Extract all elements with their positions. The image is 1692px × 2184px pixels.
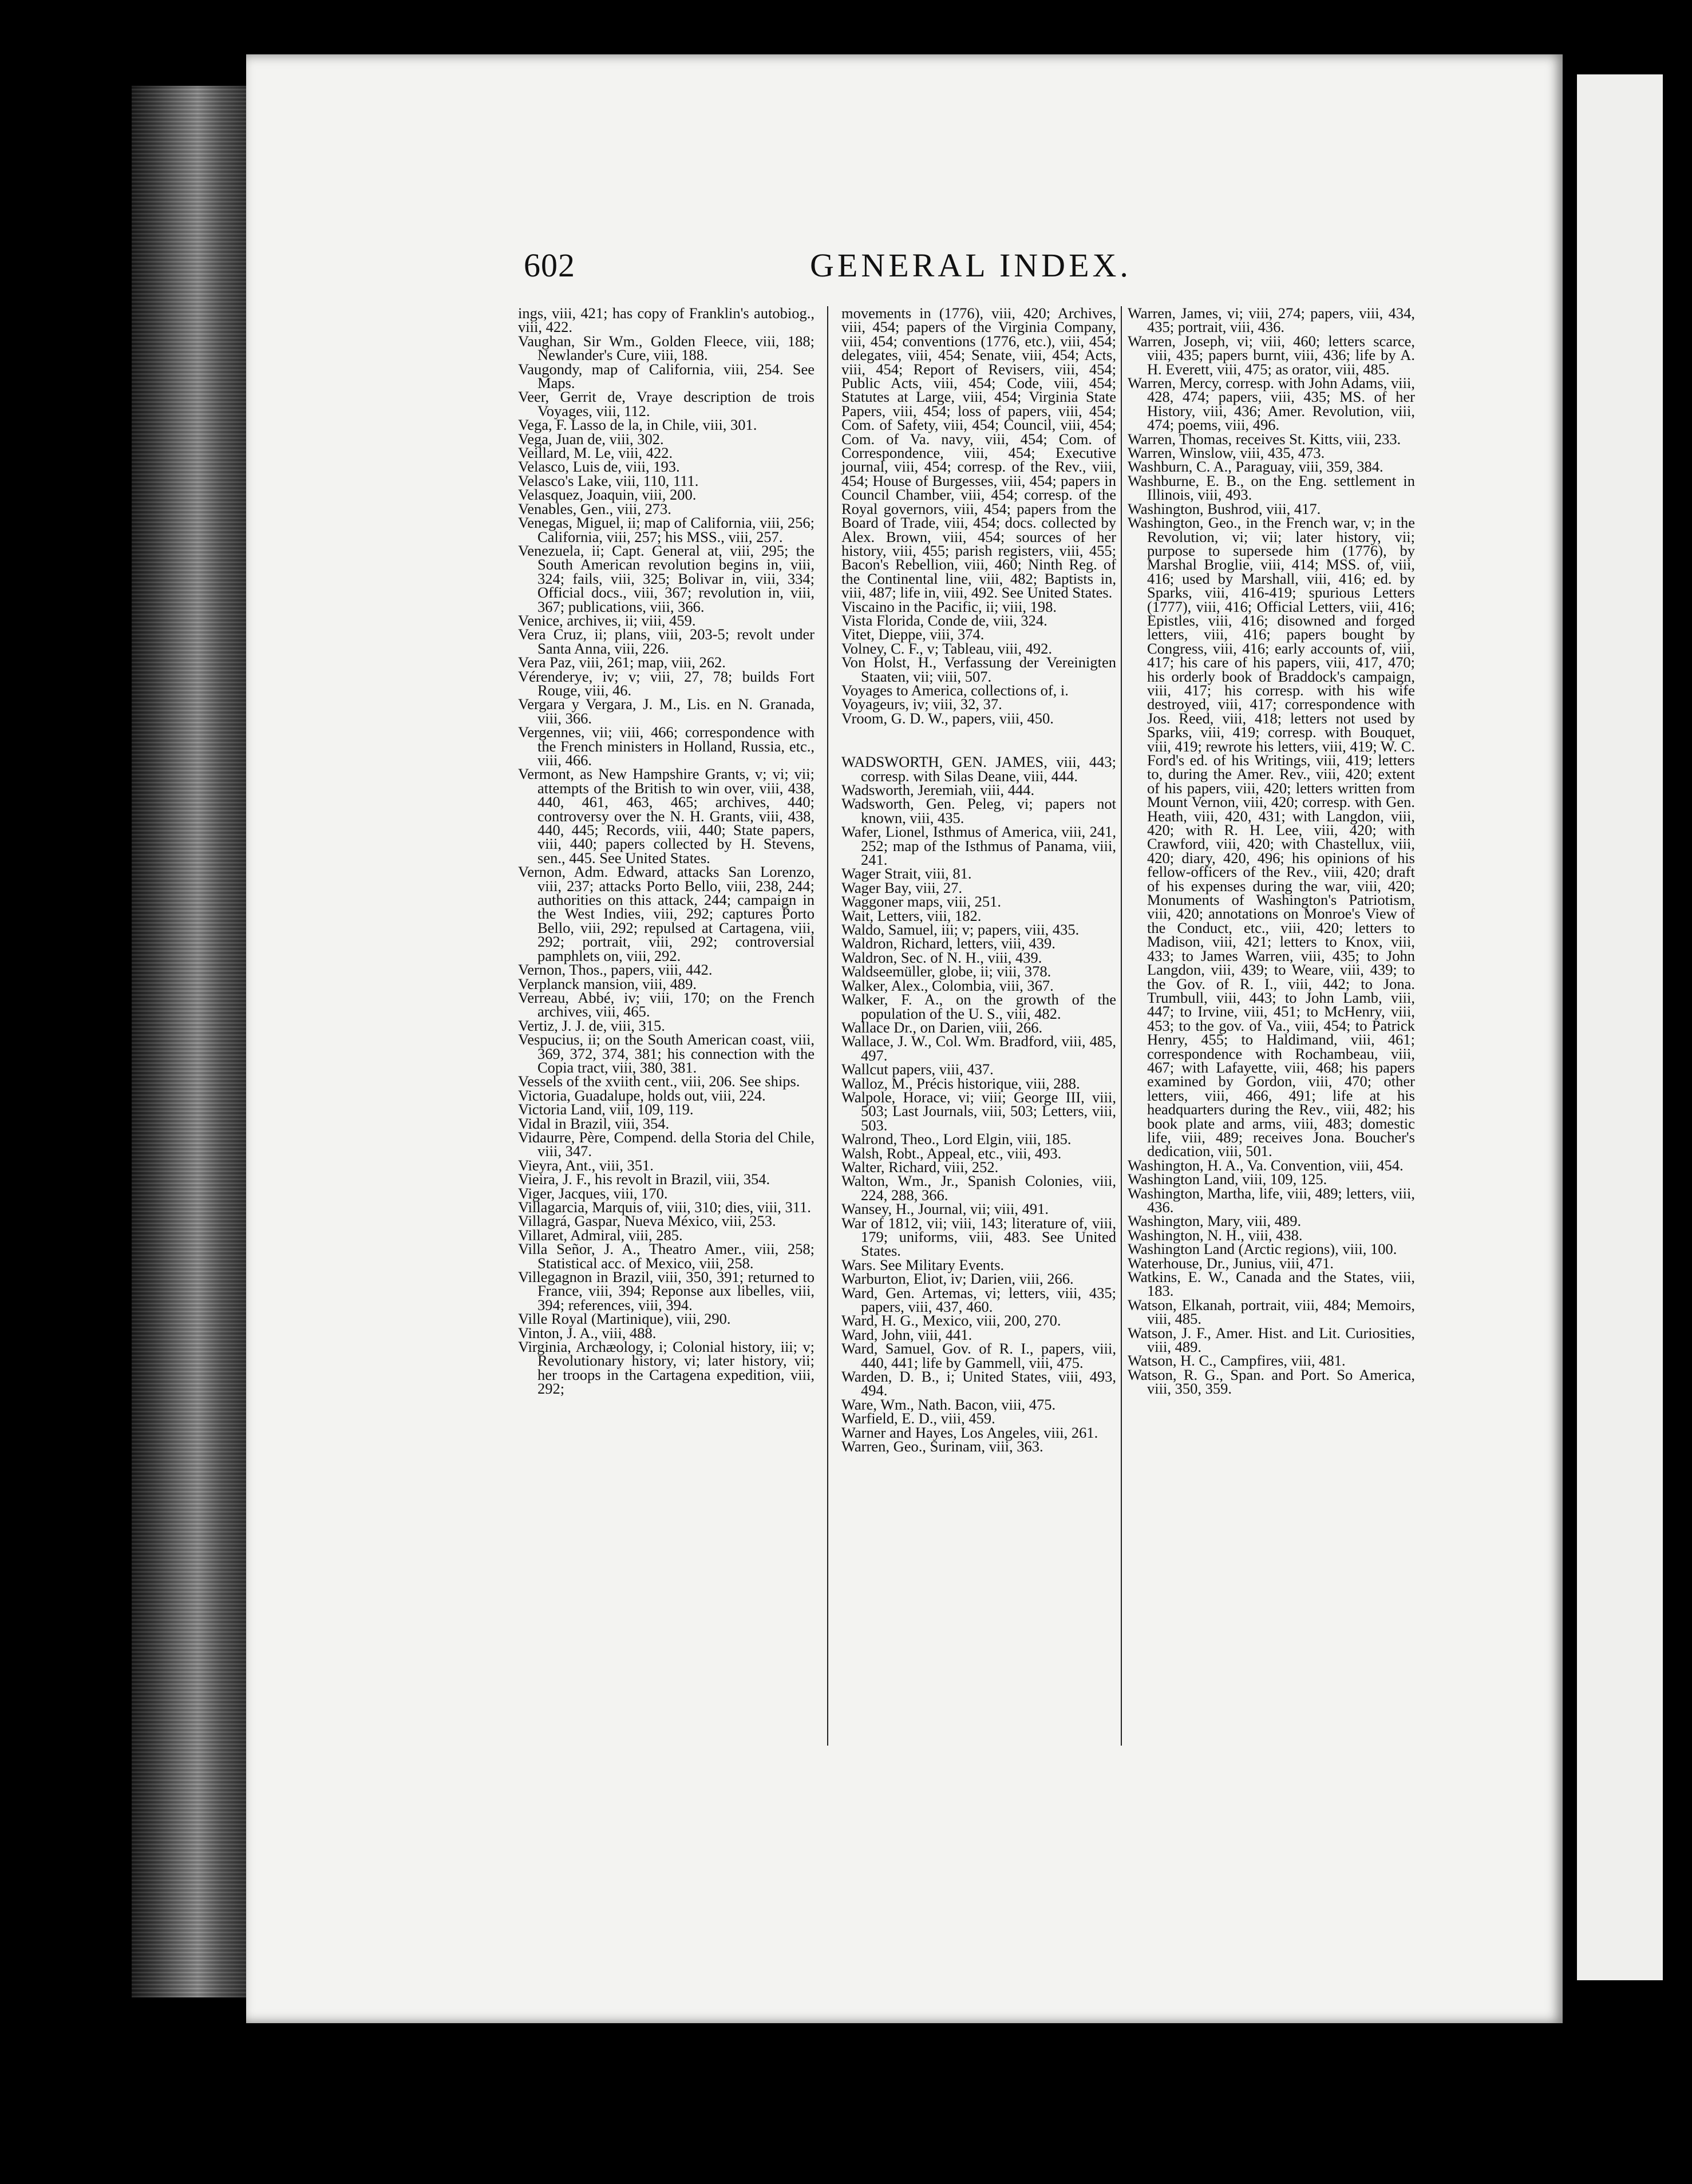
- index-entry: Watkins, E. W., Canada and the States, viii, 183.: [1128, 1268, 1415, 1300]
- index-entry: Ville Royal (Martinique), viii, 290.: [518, 1310, 731, 1328]
- index-entry: Vernon, Adm. Edward, attacks San Lorenzo, viii, 237; attacks Porto Bello, viii, 238, 244; authorities on this attack, 244; campaign in the West Indies, viii, 292; captures Porto Bello, viii, 292; repulsed at Cartagena, viii, 292; portrait, viii, 292; controversial pamphlets on, viii, 292.: [518, 863, 815, 964]
- index-entry: Walsh, Robt., Appeal, etc., viii, 493.: [841, 1144, 1062, 1162]
- index-entry: Wansey, H., Journal, vii; viii, 491.: [841, 1200, 1049, 1218]
- index-entry: Vergennes, vii; viii, 466; correspondence with the French ministers in Holland, Russia, etc., viii, 466.: [518, 723, 815, 769]
- section-break: [841, 725, 1116, 755]
- index-entry: Vera Cruz, ii; plans, viii, 203-5; revolt under Santa Anna, viii, 226.: [518, 626, 815, 657]
- index-entry: Walloz, M., Précis historique, viii, 288.: [841, 1074, 1080, 1092]
- index-entry: Warren, Mercy, corresp. with John Adams, viii, 428, 474; papers, viii, 435; MS. of her History, viii, 436; Amer. Revolution, viii, 474; poems, viii, 496.: [1128, 374, 1415, 434]
- index-entry: Watson, J. F., Amer. Hist. and Lit. Curiosities, viii, 489.: [1128, 1324, 1415, 1356]
- index-entry: Walpole, Horace, vi; viii; George III, viii, 503; Last Journals, viii, 503; Letters, viii, 503.: [841, 1088, 1116, 1134]
- index-entry: Villegagnon in Brazil, viii, 350, 391; returned to France, viii, 394; Reponse aux libelles, viii, 394; references, viii, 394.: [518, 1268, 815, 1313]
- index-entry: Villa Señor, J. A., Theatro Amer., viii, 258; Statistical acc. of Mexico, viii, 258.: [518, 1240, 815, 1272]
- index-entry: Warner and Hayes, Los Angeles, viii, 261.: [841, 1423, 1098, 1441]
- index-entry: Voyages to America, collections of, i.: [841, 681, 1069, 699]
- index-entry: War of 1812, vii; viii, 143; literature of, viii, 179; uniforms, viii, 483. See United States.: [841, 1214, 1116, 1260]
- index-entry: Washington, Martha, life, viii, 489; letters, viii, 436.: [1128, 1184, 1415, 1216]
- index-entry: Veer, Gerrit de, Vraye description de trois Voyages, viii, 112.: [518, 388, 815, 420]
- index-entry: Vermont, as New Hampshire Grants, v; vi; vii; attempts of the British to win over, viii, 438, 440, 461, 463, 465; archives, 440; controversy over the N. H. Grants, viii, 438, 440, 445; Records, viii, 440; State papers, viii, 440; papers collected by H. Stevens, sen., 445. See United States.: [518, 765, 815, 867]
- index-entry: Vidaurre, Père, Compend. della Storia del Chile, viii, 347.: [518, 1128, 815, 1160]
- index-entry: Wadsworth, Jeremiah, viii, 444.: [841, 781, 1035, 798]
- index-entry: Walter, Richard, viii, 252.: [841, 1158, 999, 1176]
- index-entry: Vroom, G. D. W., papers, viii, 450.: [841, 709, 1054, 727]
- index-entry: Velasco's Lake, viii, 110, 111.: [518, 472, 699, 489]
- index-entry: Vergara y Vergara, J. M., Lis. en N. Granada, viii, 366.: [518, 695, 815, 727]
- index-entry: Velasco, Luis de, viii, 193.: [518, 458, 680, 476]
- index-entry: Verreau, Abbé, iv; viii, 170; on the French archives, viii, 465.: [518, 988, 815, 1020]
- index-entry: Warren, Joseph, vi; viii, 460; letters scarce, viii, 435; papers burnt, viii, 436; life by A. H. Everett, viii, 475; as orator, viii, 485.: [1128, 332, 1415, 378]
- index-entry: Wait, Letters, viii, 182.: [841, 907, 982, 924]
- continuation-entry: movements in (1776), viii, 420; Archives, viii, 454; papers of the Virginia Company, viii, 454; conventions (1776, etc.), viii, 454; delegates, viii, 454; Senate, viii, 454; Acts, viii, 454; Report of Revisers, viii, 454; Public Acts, viii, 454; Code, viii, 454; Statutes at Large, viii, 454; Virginia State Papers, viii, 454; loss of papers, viii, 454; Com. of Safety, viii, 454; Council, viii, 454; Com. of Va. navy, viii, 454; Com. of Correspondence, viii, 454; Executive journal, viii, 454; corresp. of the Rev., viii, 454; House of Burgesses, viii, 454; papers in Council Chamber, viii, 454; corresp. of the Royal governors, viii, 454; papers from the Board of Trade, viii, 454; docs. collected by Alex. Brown, viii, 454; sources of her history, viii, 455; parish registers, viii, 455; Bacon's Rebellion, viii, 460; Ninth Reg. of the Continental line, viii, 482; Baptists in, viii, 487; life in, viii, 492. See United States.: [841, 304, 1116, 602]
- index-entry: Warren, Geo., Surinam, viii, 363.: [841, 1438, 1043, 1455]
- index-entry: Venezuela, ii; Capt. General at, viii, 295; the South American revolution begins in, viii, 324; fails, viii, 325; Bolivar in, viii, 334; Official docs., viii, 367; revolution in, viii, 367; publications, viii, 366.: [518, 541, 815, 615]
- index-entry: Wadsworth, Gen. Peleg, vi; papers not known, viii, 435.: [841, 795, 1116, 826]
- index-entry: Vieyra, Ant., viii, 351.: [518, 1156, 654, 1174]
- page-number: 602: [524, 247, 575, 284]
- index-entry: Vidal in Brazil, viii, 354.: [518, 1114, 670, 1132]
- index-entry: Villagrá, Gaspar, Nueva México, viii, 253.: [518, 1212, 776, 1230]
- index-entry: Villagarcia, Marquis of, viii, 310; dies, viii, 311.: [518, 1198, 811, 1216]
- index-entry: Warburton, Eliot, iv; Darien, viii, 266.: [841, 1270, 1074, 1288]
- index-entry: Ward, John, viii, 441.: [841, 1326, 972, 1343]
- index-entry: Washington, H. A., Va. Convention, viii, 454.: [1128, 1156, 1404, 1174]
- index-entry: Watson, R. G., Span. and Port. So America, viii, 350, 359.: [1128, 1366, 1415, 1398]
- index-entry: Waldron, Richard, letters, viii, 439.: [841, 935, 1055, 952]
- index-entry: Vernon, Thos., papers, viii, 442.: [518, 961, 713, 979]
- continuation-entry: ings, viii, 421; has copy of Franklin's autobiog., viii, 422.: [518, 304, 815, 336]
- index-entry: Washington Land (Arctic regions), viii, 100.: [1128, 1240, 1397, 1258]
- index-entry: Vega, Juan de, viii, 302.: [518, 430, 664, 448]
- index-entry: Wager Strait, viii, 81.: [841, 865, 972, 883]
- index-entry: Ware, Wm., Nath. Bacon, viii, 475.: [841, 1395, 1056, 1413]
- index-entry: Waldo, Samuel, iii; v; papers, viii, 435.: [841, 921, 1080, 939]
- index-entry: Washburne, E. B., on the Eng. settlement in Illinois, viii, 493.: [1128, 472, 1415, 504]
- index-entry: Waldron, Sec. of N. H., viii, 439.: [841, 948, 1042, 966]
- index-entry: Warren, Thomas, receives St. Kitts, viii, 233.: [1128, 430, 1401, 448]
- index-entry: Washington, Geo., in the French war, v; in the Revolution, vi; vii; later history, vii; purpose to supersede him (1776), by Marshal Broglie, viii, 414; MSS. of, viii, 416; used by Marshall, viii, 416; ed. by Sparks, viii, 416-419; spurious Letters (1777), viii, 416; Official Letters, viii, 416; Epistles, viii, 416; disowned and forged letters, viii, 416; papers bought by Congress, viii, 416; early accounts of, viii, 417; his care of his papers, viii, 417, 470; his orderly book of Braddock's campaign, viii, 417; his corresp. with his wife destroyed, viii, 417; correspondence with Jos. Reed, viii, 418; letters not used by Sparks, viii, 419; corresp. with Bouquet, viii, 419; rewrote his letters, viii, 419; W. C. Ford's ed. of his Writings, viii, 419; letters to, during the Amer. Rev., viii, 420; extent of his papers, viii, 420; letters written from Mount Vernon, viii, 420; corresp. with Gen. Heath, viii, 420, 431; with Langdon, viii, 420; with R. H. Lee, viii, 420; with Crawford, viii, 420; with Chastellux, viii, 420; diary, 420, 496; his opinions of his fellow-officers of the Rev., viii, 420; draft of his expenses during the war, viii, 420; Monuments of Washington's Patriotism, viii, 420; annotations on Monroe's View of the Conduct, etc., viii, 420; letters to Madison, viii, 421; letters to Knox, viii, 433; to James Warren, viii, 435; to John Langdon, viii, 439; to Weare, viii, 439; to the Gov. of R. I., viii, 442; to Jona. Trumbull, viii, 443; to John Lamb, viii, 447; to Irvine, viii, 451; to McHenry, viii, 453; to the gov. of Va., viii, 454; to Patrick Henry, 455; to Haldimand, viii, 461; correspondence with Rochambeau, viii, 467; with Lafayette, viii, 468; his papers examined by Gordon, viii, 470; other letters, viii, 466, 491; life at his headquarters during the Rev., viii, 482; his book plate and arms, viii, 483; domestic life, viii, 489; receives Jona. Boucher's dedication, viii, 501.: [1128, 514, 1415, 1160]
- index-entry: Vitet, Dieppe, viii, 374.: [841, 626, 985, 643]
- index-entry: Walker, F. A., on the growth of the population of the U. S., viii, 482.: [841, 991, 1116, 1022]
- index-entry: Victoria, Guadalupe, holds out, viii, 224.: [518, 1086, 766, 1104]
- index-entry: Ward, H. G., Mexico, viii, 200, 270.: [841, 1312, 1061, 1330]
- index-column-3: [1128, 306, 1415, 1396]
- index-entry: Vega, F. Lasso de la, in Chile, viii, 301.: [518, 416, 757, 434]
- index-entry: Vessels of the xviith cent., viii, 206. See ships.: [518, 1073, 800, 1090]
- index-entry: Washburn, C. A., Paraguay, viii, 359, 384.: [1128, 458, 1383, 476]
- index-entry: Wars. See Military Events.: [841, 1256, 1005, 1273]
- index-entry: Warden, D. B., i; United States, viii, 493, 494.: [841, 1368, 1116, 1399]
- index-entry: Virginia, Archæology, i; Colonial history, iii; v; Revolutionary history, vi; later history, vii; her troops in the Cartagena expedition, viii, 292;: [518, 1338, 815, 1398]
- index-entry: Vieira, J. F., his revolt in Brazil, viii, 354.: [518, 1170, 770, 1188]
- index-entry: Verplanck mansion, viii, 489.: [518, 975, 697, 992]
- index-entry: Venables, Gen., viii, 273.: [518, 500, 671, 517]
- index-column-1: [518, 306, 815, 1396]
- index-entry: WADSWORTH, GEN. JAMES, viii, 443; corresp. with Silas Deane, viii, 444.: [841, 753, 1116, 785]
- index-entry: Wafer, Lionel, Isthmus of America, viii, 241, 252; map of the Isthmus of Panama, viii, 241.: [841, 823, 1116, 869]
- index-entry: Waterhouse, Dr., Junius, viii, 471.: [1128, 1254, 1334, 1272]
- index-entry: Volney, C. F., v; Tableau, viii, 492.: [841, 639, 1052, 657]
- index-entry: Venegas, Miguel, ii; map of California, viii, 256; California, viii, 257; his MSS., viii, 257.: [518, 514, 815, 545]
- column-divider: [1121, 306, 1122, 1746]
- index-entry: Washington Land, viii, 109, 125.: [1128, 1170, 1327, 1188]
- index-entry: Warren, James, vi; viii, 274; papers, viii, 434, 435; portrait, viii, 436.: [1128, 304, 1415, 336]
- index-entry: Walton, Wm., Jr., Spanish Colonies, viii, 224, 288, 366.: [841, 1172, 1116, 1204]
- page-header: [524, 246, 1531, 298]
- index-entry: Vaugondy, map of California, viii, 254. See Maps.: [518, 360, 815, 392]
- index-column-2: [841, 306, 1116, 1454]
- index-entry: Vérenderye, iv; v; viii, 27, 78; builds Fort Rouge, viii, 46.: [518, 667, 815, 699]
- index-entry: Wallcut papers, viii, 437.: [841, 1061, 994, 1078]
- index-entry: Walrond, Theo., Lord Elgin, viii, 185.: [841, 1130, 1072, 1148]
- index-entry: Watson, Elkanah, portrait, viii, 484; Memoirs, viii, 485.: [1128, 1296, 1415, 1328]
- index-entry: Wallace, J. W., Col. Wm. Bradford, viii, 485, 497.: [841, 1032, 1116, 1064]
- index-entry: Vertiz, J. J. de, viii, 315.: [518, 1016, 665, 1034]
- index-entry: Warfield, E. D., viii, 459.: [841, 1410, 995, 1427]
- index-entry: Ward, Samuel, Gov. of R. I., papers, viii, 440, 441; life by Gammell, viii, 475.: [841, 1340, 1116, 1371]
- index-entry: Waldseemüller, globe, ii; viii, 378.: [841, 963, 1051, 980]
- index-entry: Viger, Jacques, viii, 170.: [518, 1184, 668, 1202]
- index-entry: Vista Florida, Conde de, viii, 324.: [841, 611, 1047, 629]
- index-entry: Ward, Gen. Artemas, vi; letters, viii, 435; papers, viii, 437, 460.: [841, 1284, 1116, 1316]
- index-entry: Voyageurs, iv; viii, 32, 37.: [841, 695, 1002, 713]
- index-entry: Villaret, Admiral, viii, 285.: [518, 1226, 683, 1244]
- index-entry: Vinton, J. A., viii, 488.: [518, 1324, 657, 1342]
- running-title: GENERAL INDEX.: [810, 247, 1132, 284]
- index-entry: Viscaino in the Pacific, ii; viii, 198.: [841, 598, 1057, 615]
- book-spine-edge: [132, 86, 252, 1997]
- index-entry: Walker, Alex., Colombia, viii, 367.: [841, 976, 1054, 994]
- index-entry: Venice, archives, ii; viii, 459.: [518, 611, 696, 629]
- index-entry: Von Holst, H., Verfassung der Vereinigten Staaten, vii; viii, 507.: [841, 654, 1116, 685]
- column-divider: [827, 306, 828, 1746]
- index-entry: Vespucius, ii; on the South American coast, viii, 369, 372, 374, 381; his connection with the Copia tract, viii, 380, 381.: [518, 1031, 815, 1076]
- index-entry: Veillard, M. Le, viii, 422.: [518, 444, 673, 462]
- index-entry: Wager Bay, viii, 27.: [841, 879, 963, 896]
- index-entry: Washington, Bushrod, viii, 417.: [1128, 500, 1321, 517]
- index-entry: Watson, H. C., Campfires, viii, 481.: [1128, 1352, 1346, 1370]
- index-entry: Waggoner maps, viii, 251.: [841, 893, 1002, 911]
- index-entry: Washington, N. H., viii, 438.: [1128, 1226, 1303, 1244]
- facing-page-edge: [1577, 74, 1663, 1980]
- index-entry: Washington, Mary, viii, 489.: [1128, 1212, 1302, 1230]
- index-entry: Warren, Winslow, viii, 435, 473.: [1128, 444, 1325, 462]
- index-entry: Victoria Land, viii, 109, 119.: [518, 1101, 694, 1118]
- index-entry: Velasquez, Joaquin, viii, 200.: [518, 486, 697, 504]
- index-entry: Vera Paz, viii, 261; map, viii, 262.: [518, 654, 726, 671]
- index-entry: Vaughan, Sir Wm., Golden Fleece, viii, 188; Newlander's Cure, viii, 188.: [518, 332, 815, 364]
- index-entry: Wallace Dr., on Darien, viii, 266.: [841, 1018, 1043, 1036]
